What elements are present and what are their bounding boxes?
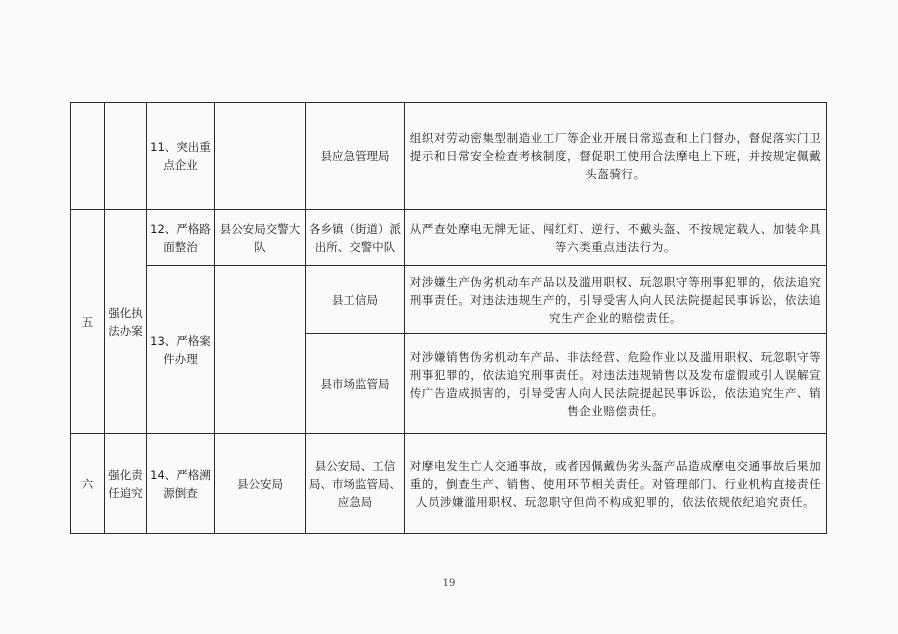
table-row xyxy=(71,103,827,210)
task-cell: 12、严格路面整治 xyxy=(147,210,215,266)
section-num-cell xyxy=(71,103,105,210)
task-cell: 11、突出重点企业 xyxy=(147,103,215,210)
page-number: 19 xyxy=(442,578,456,589)
content-cell: 从严查处摩电无牌无证、闯红灯、逆行、不戴头盔、不按规定载人、加装伞具等六类重点违法行为。 xyxy=(405,210,827,266)
table-row xyxy=(71,434,827,534)
table-row xyxy=(71,210,827,266)
content-cell: 组织对劳动密集型制造业工厂等企业开展日常巡查和上门督办，督促落实门卫提示和日常安全检查考核制度，督促职工使用合法摩电上下班，并按规定佩戴头盔骑行。 xyxy=(405,103,827,210)
section-title: 强化责任追究 xyxy=(105,434,147,534)
coop-dept-cell: 县市场监管局 xyxy=(306,334,405,434)
section-title: 强化执法办案 xyxy=(105,210,147,434)
lead-dept-cell: 县公安局交警大队 xyxy=(215,210,306,266)
lead-dept-cell xyxy=(215,266,306,434)
lead-dept-cell: 县公安局 xyxy=(215,434,306,534)
content-cell: 对摩电发生亡人交通事故，或者因佩戴伪劣头盔产品造成摩电交通事故后果加重的，倒查生产、销售、使用环节相关责任。对管理部门、行业机构直接责任人员涉嫌滥用职权、玩忽职守但尚不构成犯罪的，依法依规依纪追究责任。 xyxy=(405,434,827,534)
task-cell: 14、严格溯源倒查 xyxy=(147,434,215,534)
task-cell: 13、严格案件办理 xyxy=(147,266,215,434)
coop-dept-cell: 各乡镇（街道）派出所、交警中队 xyxy=(306,210,405,266)
task-table xyxy=(70,102,827,534)
content-cell: 对涉嫌销售伪劣机动车产品、非法经营、危险作业以及滥用职权、玩忽职守等刑事犯罪的，依法追究刑事责任。对违法违规销售以及发布虚假或引人误解宣传广告造成损害的，引导受害人向人民法院提起民事诉讼，依法追究生产、销售企业赔偿责任。 xyxy=(405,334,827,434)
section-num: 五 xyxy=(71,210,105,434)
lead-dept-cell xyxy=(215,103,306,210)
coop-dept-cell: 县工信局 xyxy=(306,266,405,334)
content-cell: 对涉嫌生产伪劣机动车产品以及滥用职权、玩忽职守等刑事犯罪的，依法追究刑事责任。对违法违规生产的，引导受害人向人民法院提起民事诉讼，依法追究生产企业的赔偿责任。 xyxy=(405,266,827,334)
coop-dept-cell: 县公安局、工信局、市场监管局、应急局 xyxy=(306,434,405,534)
section-title-cell xyxy=(105,103,147,210)
table-row xyxy=(71,266,827,334)
coop-dept-cell: 县应急管理局 xyxy=(306,103,405,210)
section-num: 六 xyxy=(71,434,105,534)
